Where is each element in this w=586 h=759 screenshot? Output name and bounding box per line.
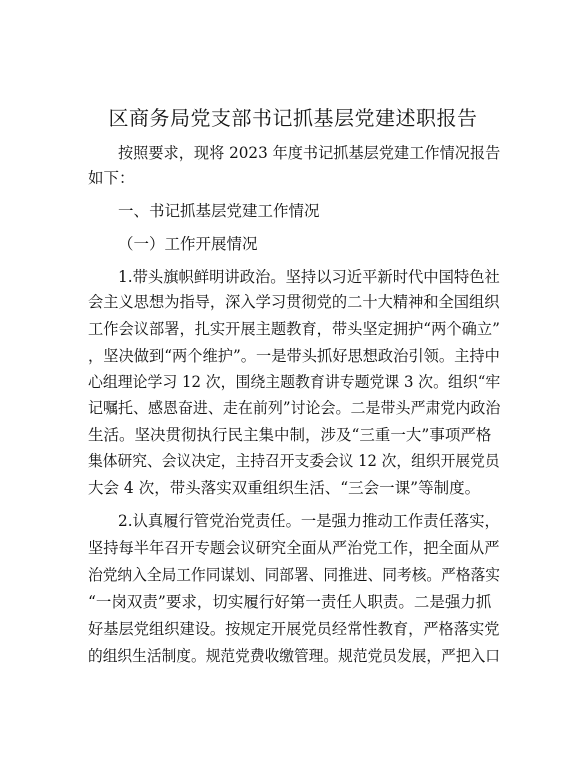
section-heading: 一、书记抓基层党建工作情况 [118, 202, 320, 220]
intro-line: 如下： [88, 169, 135, 187]
paragraph-line: 坚持每半年召开专题会议研究全面从严治党工作，把全面从严 [88, 539, 500, 557]
paragraph-line: 集体研究、会议决定，主持召开支委会议 12 次，组织开展党员 [88, 452, 500, 470]
paragraph-line: 1.带头旗帜鲜明讲政治。坚持以习近平新时代中国特色社 [118, 268, 500, 286]
paragraph-line: 生活。坚决贯彻执行民主集中制，涉及“三重一大”事项严格 [88, 426, 492, 444]
paragraph-line: “一岗双责”要求，切实履行好第一责任人职责。二是强力抓 [88, 593, 492, 611]
paragraph-line: 的组织生活制度。规范党费收缴管理。规范党员发展，严把入口 [88, 647, 501, 665]
paragraph-line: 2.认真履行管党治党责任。一是强力推动工作责任落实， [118, 512, 500, 530]
intro-line: 按照要求，现将 2023 年度书记抓基层党建工作情况报告 [118, 144, 501, 162]
paragraph-line: 好基层党组织建设。按规定开展党员经常性教育，严格落实党 [88, 620, 500, 638]
paragraph-line: 记嘱托、感恩奋进、走在前列”讨论会。二是带头严肃党内政治 [88, 399, 501, 417]
paragraph-line: 工作会议部署，扎实开展主题教育，带头坚定拥护“两个确立” [88, 320, 500, 338]
document-title: 区商务局党支部书记抓基层党建述职报告 [108, 106, 478, 130]
paragraph-line: 治党纳入全局工作同谋划、同部署、同推进、同考核。严格落实 [88, 566, 501, 584]
subsection-heading: （一）工作开展情况 [118, 235, 258, 253]
paragraph-line: 大会 4 次，带头落实双重组织生活、“三会一课”等制度。 [88, 479, 481, 497]
paragraph-line: 心组理论学习 12 次，围绕主题教育讲专题党课 3 次。组织“牢 [88, 373, 501, 391]
paragraph-line: 会主义思想为指导，深入学习贯彻党的二十大精神和全国组织 [88, 293, 500, 311]
paragraph-line: ，坚决做到“两个维护”。一是带头抓好思想政治引领。主持中 [88, 347, 500, 365]
